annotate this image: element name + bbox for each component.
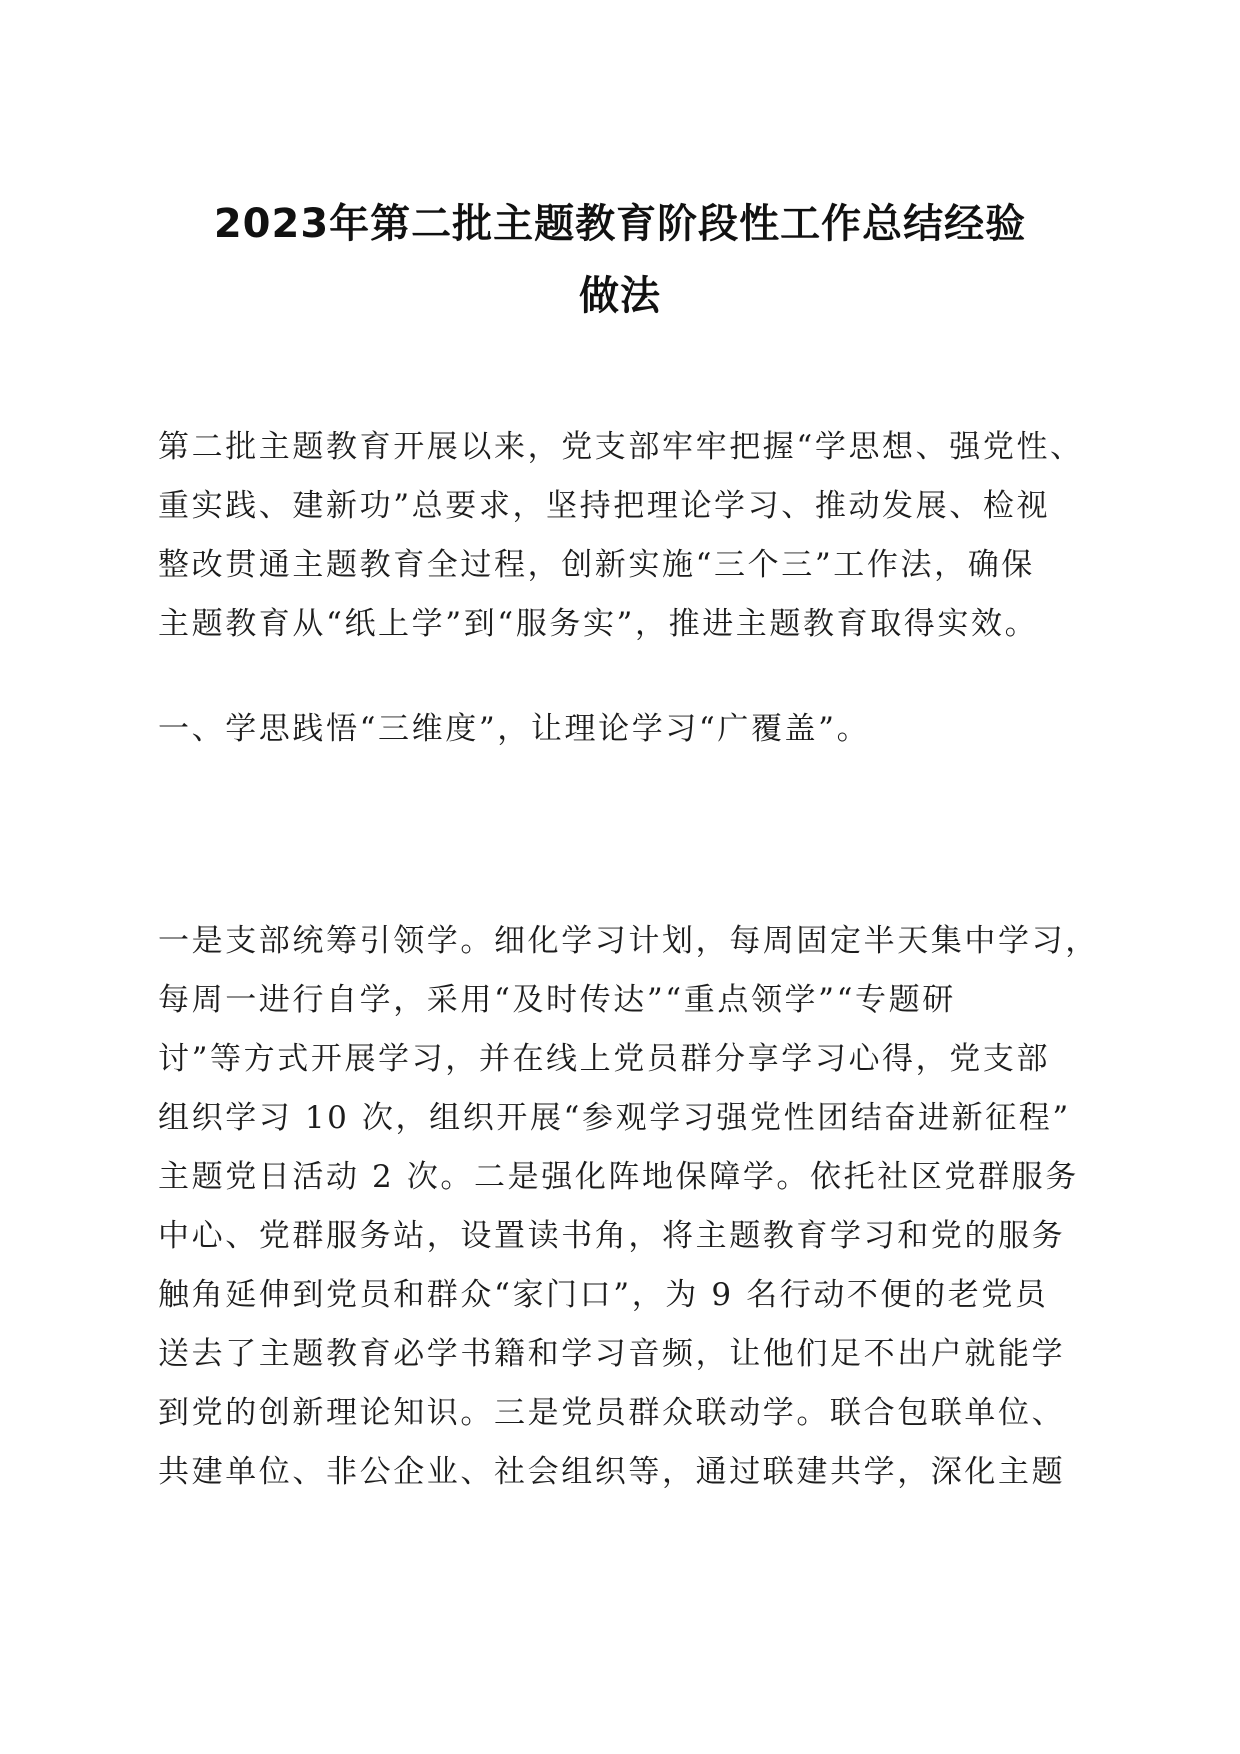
- section-1-line-9: 到党的创新理论知识。三是党员群众联动学。联合包联单位、: [158, 1395, 1066, 1431]
- section-1-line-3: 讨”等方式开展学习，并在线上党员群分享学习心得，党支部: [158, 1041, 1051, 1077]
- title-line-1: 2023年第二批主题教育阶段性工作总结经验: [213, 201, 1027, 247]
- document-title: [130, 188, 1110, 332]
- section-heading-line: 一、学思践悟“三维度”，让理论学习“广覆盖”。: [158, 711, 871, 747]
- intro-line-1: 第二批主题教育开展以来，党支部牢牢把握“学思想、强党性、: [158, 429, 1084, 465]
- section-1-line-2: 每周一进行自学，采用“及时传达”“重点领学”“专题研: [158, 982, 956, 1018]
- title-line-2: 做法: [579, 273, 661, 319]
- intro-paragraph: [158, 418, 1098, 654]
- section-heading: [158, 700, 1098, 759]
- section-1-line-1: 一是支部统筹引领学。细化学习计划，每周固定半天集中学习，: [158, 923, 1099, 959]
- section-1-line-10: 共建单位、非公企业、社会组织等，通过联建共学，深化主题: [158, 1454, 1066, 1490]
- section-1-line-8: 送去了主题教育必学书籍和学习音频，让他们足不出户就能学: [158, 1336, 1066, 1372]
- intro-line-3: 整改贯通主题教育全过程，创新实施“三个三”工作法，确保: [158, 547, 1035, 583]
- section-1-line-6: 中心、党群服务站，设置读书角，将主题教育学习和党的服务: [158, 1218, 1066, 1254]
- section-1-paragraph: [158, 912, 1098, 1502]
- intro-line-4: 主题教育从“纸上学”到“服务实”，推进主题教育取得实效。: [158, 606, 1039, 642]
- section-1-line-5: 主题党日活动 2 次。二是强化阵地保障学。依托社区党群服务: [158, 1159, 1079, 1195]
- intro-line-2: 重实践、建新功”总要求，坚持把理论学习、推动发展、检视: [158, 488, 1051, 524]
- section-1-line-4: 组织学习 10 次，组织开展“参观学习强党性团结奋进新征程”: [158, 1100, 1071, 1136]
- section-1-line-7: 触角延伸到党员和群众“家门口”，为 9 名行动不便的老党员: [158, 1277, 1049, 1313]
